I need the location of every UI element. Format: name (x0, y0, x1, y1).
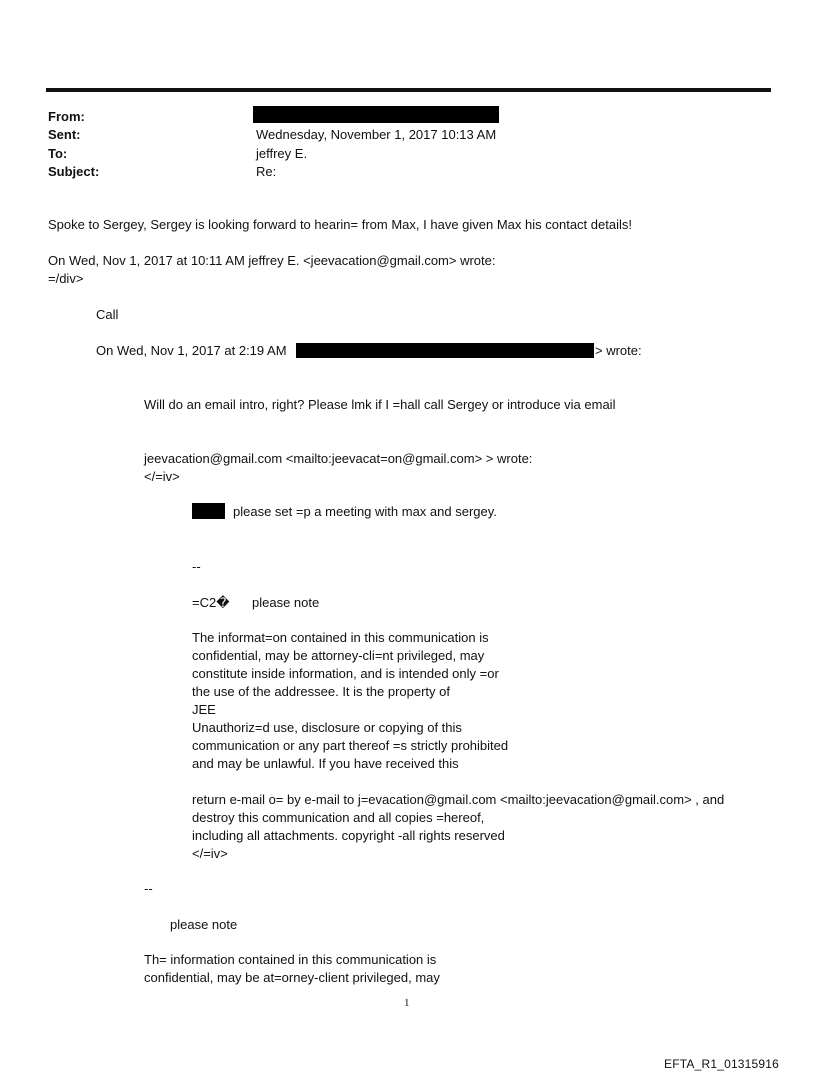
page-number: 1 (404, 997, 410, 1009)
redaction-addressee (192, 503, 225, 519)
quote1-header: On Wed, Nov 1, 2017 at 10:11 AM jeffrey E. <jeevacation@gmail.com> wrote: (48, 253, 496, 268)
please-note-2: please note (170, 917, 238, 932)
to-label: To: (48, 146, 68, 161)
disclaimer-line: confidential, may be attorney-cli=nt privileged, may (192, 648, 485, 663)
disclaimer-line: and may be unlawful. If you have received this (192, 756, 459, 771)
meeting-line: please set =p a meeting with max and sergey. (233, 504, 497, 519)
redaction-from (253, 106, 499, 123)
disclaimer-line: JEE (192, 702, 216, 717)
subject-label: Subject: (48, 164, 100, 179)
disclaimer-line: return e-mail o= by e-mail to j=evacation@gmail.com <mailto:jeevacation@gmail.com> , and (192, 792, 725, 807)
quote2-suffix: > wrote: (595, 343, 642, 358)
div-close-2: </=iv> (144, 469, 180, 484)
to-value: jeffrey E. (256, 146, 308, 161)
disclaimer-line: the use of the addressee. It is the property of (192, 684, 450, 699)
sent-value: Wednesday, November 1, 2017 10:13 AM (256, 127, 497, 142)
disclaimer-line: communication or any part thereof =s strictly prohibited (192, 738, 509, 753)
disclaimer-line: Unauthoriz=d use, disclosure or copying of this (192, 720, 462, 735)
disclaimer-line: constitute inside information, and is intended only =or (192, 666, 499, 681)
header-rule (46, 88, 771, 92)
quote2-prefix: On Wed, Nov 1, 2017 at 2:19 AM (96, 343, 287, 358)
please-note-1: please note (252, 595, 320, 610)
subject-value: Re: (256, 164, 277, 179)
c2-marker: =C2� (192, 595, 230, 610)
footer-document-id: EFTA_R1_01315916 (664, 1057, 780, 1071)
disclaimer-line: including all attachments. copyright -all rights reserved (192, 828, 505, 843)
disclaimer-line: confidential, may be at=orney-client privileged, may (144, 970, 440, 985)
quote3-header: jeevacation@gmail.com <mailto:jeevacat=on@gmail.com> > wrote: (144, 451, 533, 466)
from-label: From: (48, 109, 85, 124)
signature-dashes-2: -- (144, 881, 153, 896)
redaction-quote2-sender (296, 343, 594, 358)
intro-line: Will do an email intro, right? Please lmk if I =hall call Sergey or introduce via email (144, 397, 616, 412)
disclaimer-line: Th= information contained in this communication is (144, 952, 437, 967)
div-close-1: =/div> (48, 271, 84, 286)
disclaimer-line: The informat=on contained in this communication is (192, 630, 489, 645)
sent-label: Sent: (48, 127, 81, 142)
body-line-1: Spoke to Sergey, Sergey is looking forward to hearin= from Max, I have given Max his contact details! (48, 217, 632, 232)
signature-dashes-1: -- (192, 559, 201, 574)
div-close-3: </=iv> (192, 846, 228, 861)
disclaimer-line: destroy this communication and all copies =hereof, (192, 810, 485, 825)
call-text: Call (96, 307, 119, 322)
